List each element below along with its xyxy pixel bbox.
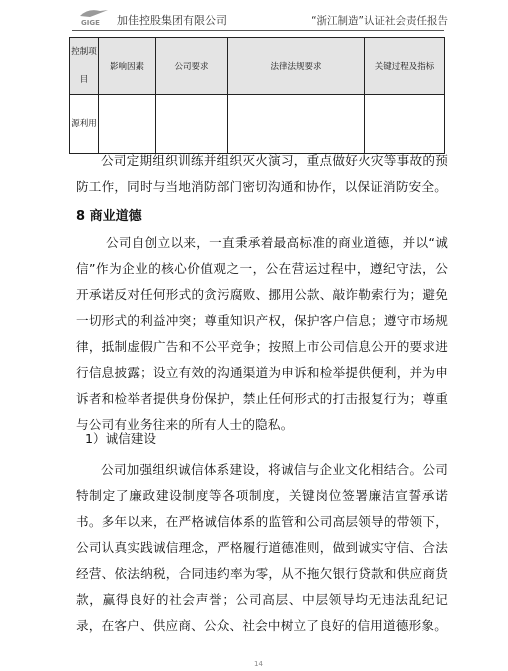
table-cell: 源利用 (70, 95, 99, 154)
paragraph-business-ethics: 公司自创立以来，一直秉承着最高标准的商业道德，并以“诚信”作为企业的核心价值观之一，公在营运过程中，遵纪守法，公开承诺反对任何形式的贪污腐败、挪用公款、敲诈勒索行为；避免一切形式的利益冲突；尊重知识产权，保护客户信息；遵守市场规律，抵制虚假广告和不公平竞争；按照上市公司信息公开的要求进行信息披露；设立有效的沟通渠道为申诉和检举提供便利，并为申诉者和检举者提供身份保护，禁止任何形式的打击报复行为；尊重与公司有业务往来的所有人士的隐私。 (76, 235, 448, 432)
table-header-cell: 公司要求 (156, 38, 228, 95)
page-header (0, 0, 508, 30)
paragraph-fire-safety: 公司定期组织训练并组织灭火演习，重点做好火灾等事故的预防工作，同时与当地消防部门密切沟通和协作，以保证消防安全。 (76, 153, 448, 194)
table-row (70, 95, 445, 154)
svg-text:GIGE: GIGE (81, 19, 100, 26)
paragraph-integrity: 公司加强组织诚信体系建设，将诚信与企业文化相结合。公司特制定了廉政建设制度等各项制度，关键岗位签署廉洁宣誓承诺书。多年以来，在严格诚信体系的监管和公司高层领导的带领下，公司认真实践诚信理念，严格履行道德准则，做到诚实守信、合法经营、依法纳税，合同违约率为零，从不拖欠银行贷款和供应商货款，赢得良好的社会声誉；公司高层、中层领导均无违法乱纪记录，在客户、供应商、公众、社会中树立了良好的信用道德形象。 (76, 462, 448, 633)
table-header-cell: 关键过程及指标 (365, 38, 445, 95)
page-number: 14 (254, 660, 263, 668)
table-header-cell: 控制项目 (70, 38, 99, 95)
table-cell (156, 95, 228, 154)
report-title: “浙江制造”认证社会责任报告 (311, 15, 448, 27)
table-header-cell: 法律法规要求 (228, 38, 365, 95)
table-header-row (70, 38, 445, 95)
table-header-cell: 影响因素 (99, 38, 156, 95)
table-cell (228, 95, 365, 154)
subsection-heading: 1）诚信建设 (85, 431, 156, 446)
control-table (69, 37, 445, 154)
company-name: 加佳控股集团有限公司 (117, 14, 227, 27)
company-logo-icon (78, 8, 112, 26)
table-cell (365, 95, 445, 154)
header-divider (72, 30, 444, 31)
table-cell (99, 95, 156, 154)
section-heading: 8 商业道德 (76, 209, 142, 224)
